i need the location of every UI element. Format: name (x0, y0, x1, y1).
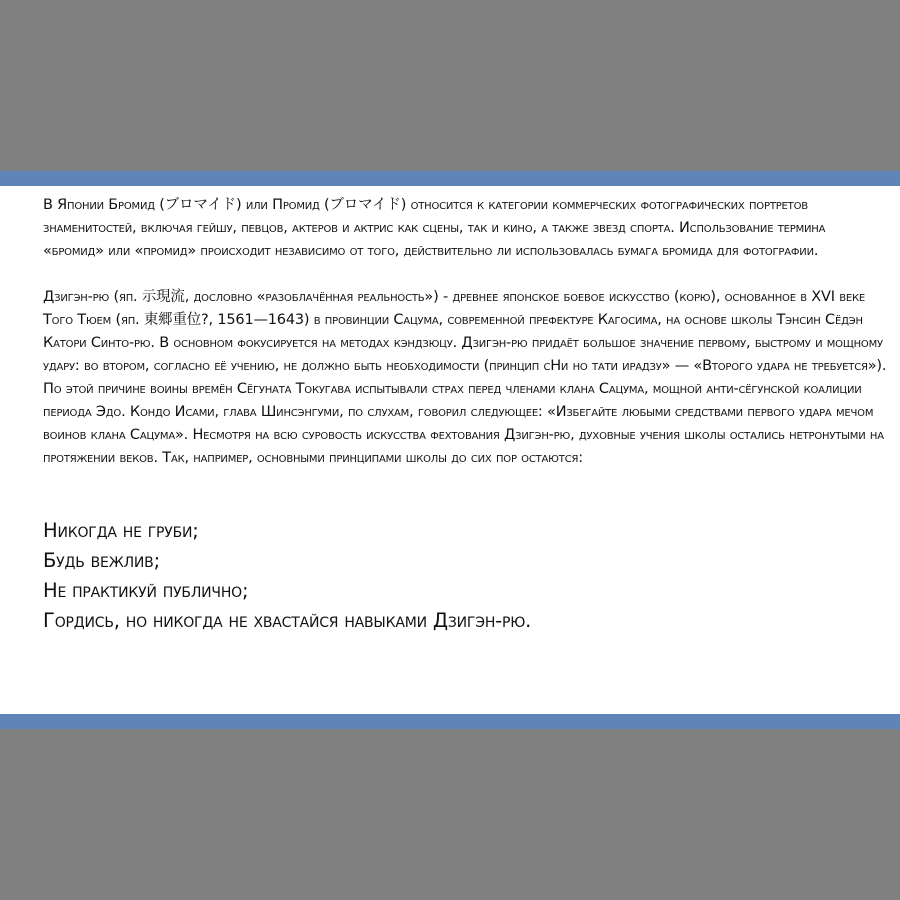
bottom-blue-stripe (0, 714, 900, 729)
principle-item: Будь вежлив; (43, 549, 160, 572)
top-blue-stripe (0, 171, 900, 186)
bromide-paragraph: В Японии Бромид (ブロマイド) или Промид (ブロマイド) относится к категории коммерческих фотографических портретов знаменитостей, включая гейшу, певцов, актеров и актрис как сцены, так и кино, а также звезд спорта. Использование термина «бромид» или «промид» происходит независимо от того, действительно ли использовалась бумага бромида для фотографии. (43, 197, 826, 259)
principle-item: Не практикуй публично; (43, 579, 249, 602)
document-content (43, 194, 888, 636)
jigen-ryu-paragraph: Дзигэн-рю (яп. 示現流, дословно «разоблачённая реальность») - древнее японское боевое искусство (корю), основанное в XVI веке Того Тюем (яп. 東郷重位?, 1561—1643) в провинции Сацума, современной префектуре Кагосима, на основе школы Тэнсин Сёдэн Катори Синто-рю. В основном фокусируется на методах кэндзюцу. Дзигэн-рю придаёт большое значение первому, быстрому и мощному удару: во втором, согласно её учению, не должно быть необходимости (принцип сНи но тати ирадзу» — «Второго удара не требуется»). По этой причине воины времён Сёгуната Токугава испытывали страх перед членами клана Сацума, мощной анти-сёгунской коалиции периода Эдо. Кондо Исами, глава Шинсэнгуми, по слухам, говорил следующее: «Избегайте любыми средствами первого удара мечом воинов клана Сацума». Несмотря на всю суровость искусства фехтования Дзигэн-рю, духовные учения школы остались нетронутыми на протяжении веков. Так, например, основными принципами школы до сих пор остаются: (43, 289, 887, 466)
principle-item: Гордись, но никогда не хвастайся навыками Дзигэн-рю. (43, 609, 532, 632)
principles-list (43, 516, 888, 636)
principle-item: Никогда не груби; (43, 519, 199, 542)
